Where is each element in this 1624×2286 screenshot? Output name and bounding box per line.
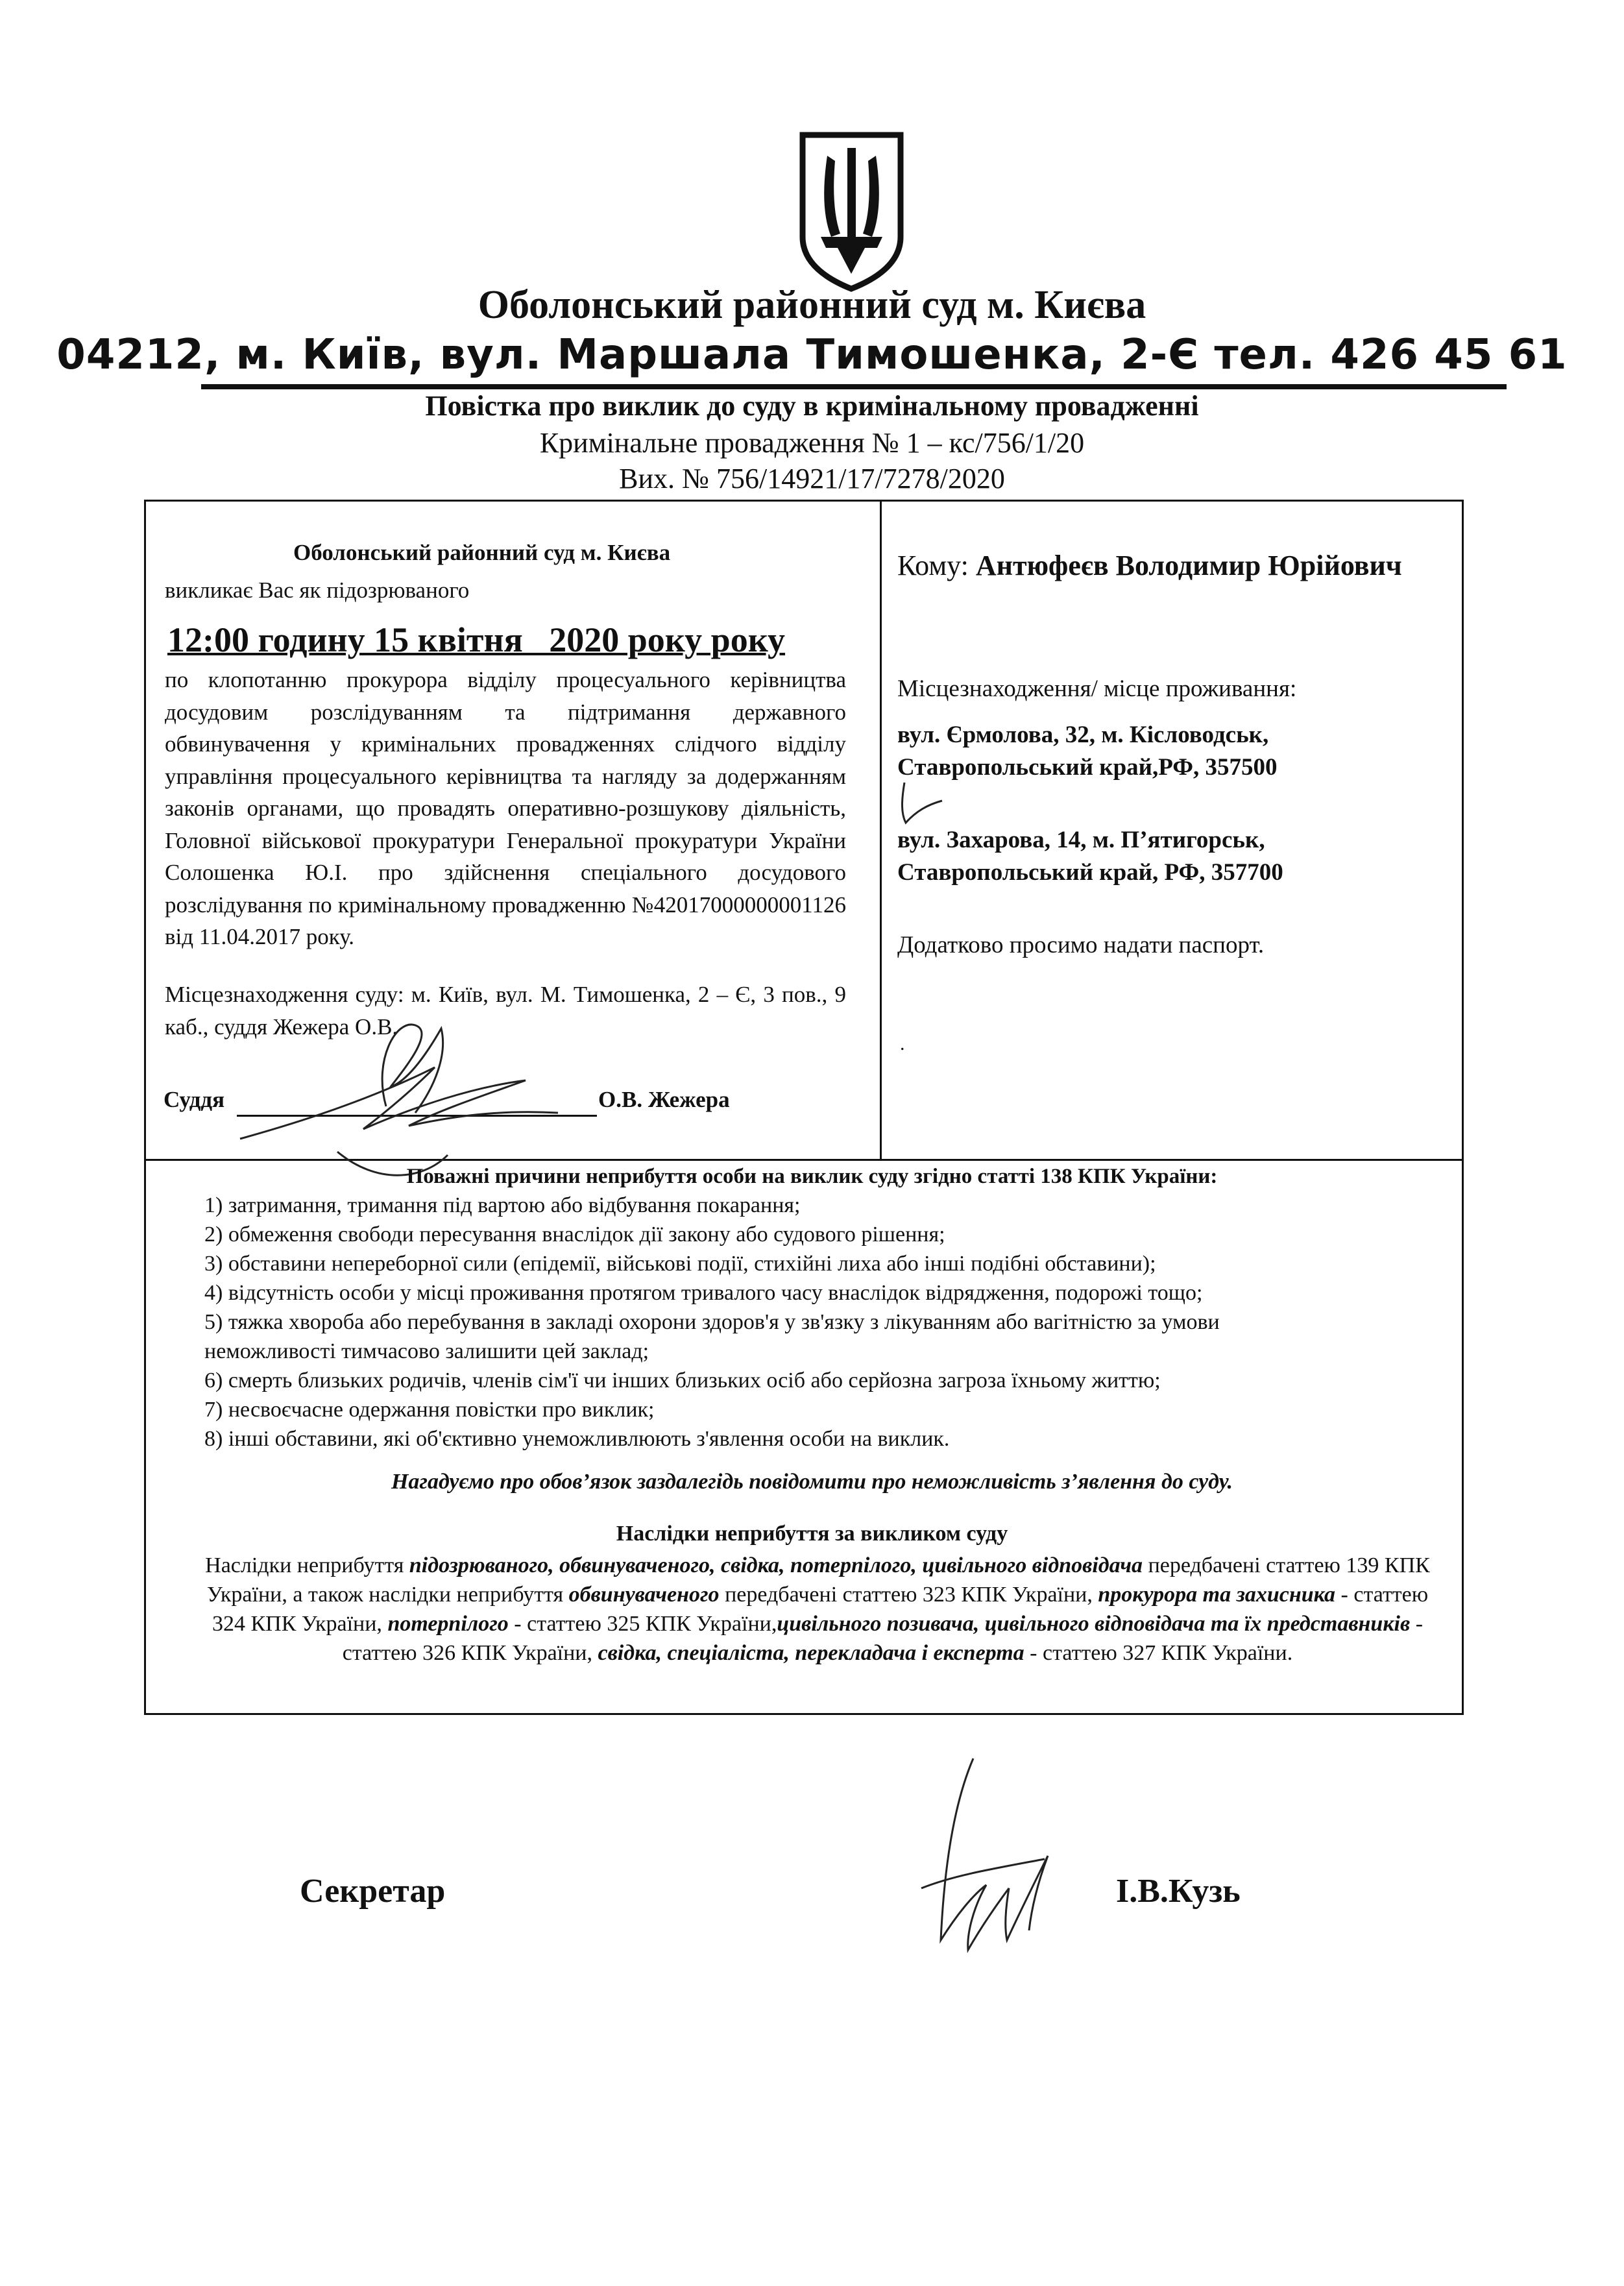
judge-label: Суддя <box>164 1087 225 1112</box>
list-item: 8) інші обставини, які об'єктивно унеможливлюють з'явлення особи на виклик. <box>204 1427 950 1451</box>
court-location-text: Місцезнаходження суду: м. Київ, вул. М. Тимошенка, 2 – Є, 3 пов., 9 каб., суддя Жежера О.В. <box>165 982 846 1040</box>
recipient-name: Антюфеєв Володимир Юрійович <box>975 550 1402 581</box>
notification-reminder: Нагадуємо про обов’язок заздалегідь повідомити про неможливість з’явлення до суду. <box>391 1470 1233 1494</box>
judge-name: О.В. Жежера <box>598 1087 730 1112</box>
list-item: 5) тяжка хвороба або перебування в закладі охорони здоров'я у зв'язку з лікуванням або вагітністю за умови <box>204 1310 1220 1334</box>
summons-role-line: викликає Вас як підозрюваного <box>165 578 470 603</box>
recipient-prefix: Кому: <box>897 550 969 581</box>
list-item: 1) затримання, тримання під вартою або відбування покарання; <box>204 1193 801 1217</box>
valid-reasons-title: Поважні причини неприбуття особи на виклик суду згідно статті 138 КПК України: <box>406 1165 1218 1188</box>
consequences-text-part: - статтею 327 КПК України. <box>1024 1641 1293 1665</box>
handwritten-check-mark <box>894 779 946 831</box>
consequences-text-part: передбачені статтею 139 КПК України, а також наслідки неприбуття <box>206 1553 1430 1607</box>
consequences-text-part: - статтею 325 КПК України, <box>508 1612 777 1636</box>
consequences-text-part: - статтею 326 КПК України, <box>342 1612 1424 1665</box>
address-1-line-1: вул. Єрмолова, 32, м. Кісловодськ, <box>897 722 1269 748</box>
hearing-datetime: 12:00 годину 15 квітня 2020 року року <box>167 620 786 659</box>
court-address-heading: 04212, м. Київ, вул. Маршала Тимошенка, 2-Є тел. 426 45 61 <box>56 331 1568 379</box>
judge-signature <box>221 990 610 1184</box>
consequences-text-part: Наслідки неприбуття <box>205 1553 409 1577</box>
outgoing-number: Вих. № 756/14921/17/7278/2020 <box>619 463 1005 494</box>
list-item: 7) несвоєчасне одержання повістки про виклик; <box>204 1398 655 1422</box>
consequences-text-part: - статтею 324 КПК України, <box>212 1583 1429 1636</box>
trident-coat-of-arms-icon <box>795 130 908 292</box>
consequences-emphasis: підозрюваного, обвинуваченого, свідка, потерпілого, цивільного відповідача <box>409 1553 1143 1577</box>
address-1 <box>897 719 1277 784</box>
address-2-line-1: вул. Захарова, 14, м. П’ятигорськ, <box>897 827 1265 853</box>
consequences-emphasis: потерпілого <box>387 1612 509 1636</box>
list-item: 4) відсутність особи у місці проживання протягом тривалого часу внаслідок відрядження, подорожі тощо; <box>204 1281 1203 1305</box>
consequences-text-part: передбачені статтею 323 КПК України, <box>719 1583 1098 1607</box>
passport-note: Додатково просимо надати паспорт. <box>897 932 1265 958</box>
consequences-emphasis: свідка, спеціаліста, перекладача і експерта <box>598 1641 1024 1665</box>
consequences-text <box>201 1551 1434 1668</box>
recipient-block <box>897 546 1403 585</box>
list-item: 2) обмеження свободи пересування внаслідок дії закону або судового рішення; <box>204 1222 945 1246</box>
left-court-name: Оболонський районний суд м. Києва <box>293 540 671 565</box>
consequences-title: Наслідки неприбуття за викликом суду <box>616 1522 1008 1546</box>
secretary-signature <box>895 1745 1071 1960</box>
column-divider <box>880 500 882 1160</box>
list-item: 3) обставини непереборної сили (епідемії, військові події, стихійні лиха або інші подібні обставини); <box>204 1252 1156 1276</box>
consequences-emphasis: прокурора та захисника <box>1098 1583 1336 1607</box>
header-divider <box>201 384 1507 389</box>
valid-reasons-list <box>204 1191 1424 1453</box>
address-1-line-2: Ставропольський край,РФ, 357500 <box>897 754 1278 781</box>
secretary-name: І.В.Кузь <box>1116 1873 1241 1910</box>
consequences-emphasis: обвинуваченого <box>568 1583 720 1607</box>
summons-title: Повістка про виклик до суду в кримінальному провадженні <box>425 390 1199 422</box>
consequences-emphasis: цивільного позивача, цивільного відповідача та їх представників <box>777 1612 1411 1636</box>
court-name-heading: Оболонський районний суд м. Києва <box>478 283 1146 327</box>
stray-dot: . <box>900 1033 905 1054</box>
case-number: Кримінальне провадження № 1 – кс/756/1/20 <box>539 427 1085 459</box>
list-item: неможливості тимчасово залишити цей заклад; <box>204 1339 649 1363</box>
address-2 <box>897 824 1283 889</box>
list-item: 6) смерть близьких родичів, членів сім'ї чи інших близьких осіб або серйозна загроза їхньому життю; <box>204 1368 1161 1392</box>
address-2-line-2: Ставропольський край, РФ, 357700 <box>897 859 1283 886</box>
summons-basis-text: по клопотанню прокурора відділу процесуального керівництва досудовим розслідуванням та підтримання державного обвинувачення у кримінальних провадженнях слідчого відділу управління процесуального керівництва та нагляду за додержанням законів органами, що провадять оперативно-розшукову діяльність, Головної військової прокуратури Генеральної прокуратури України Солошенка Ю.І. про здійснення спеціального досудового розслідування по кримінальному провадженню №42017000000001126 від 11.04.2017 року. <box>165 667 846 949</box>
residence-label: Місцезнаходження/ місце проживання: <box>897 675 1297 702</box>
secretary-label: Секретар <box>300 1873 446 1910</box>
